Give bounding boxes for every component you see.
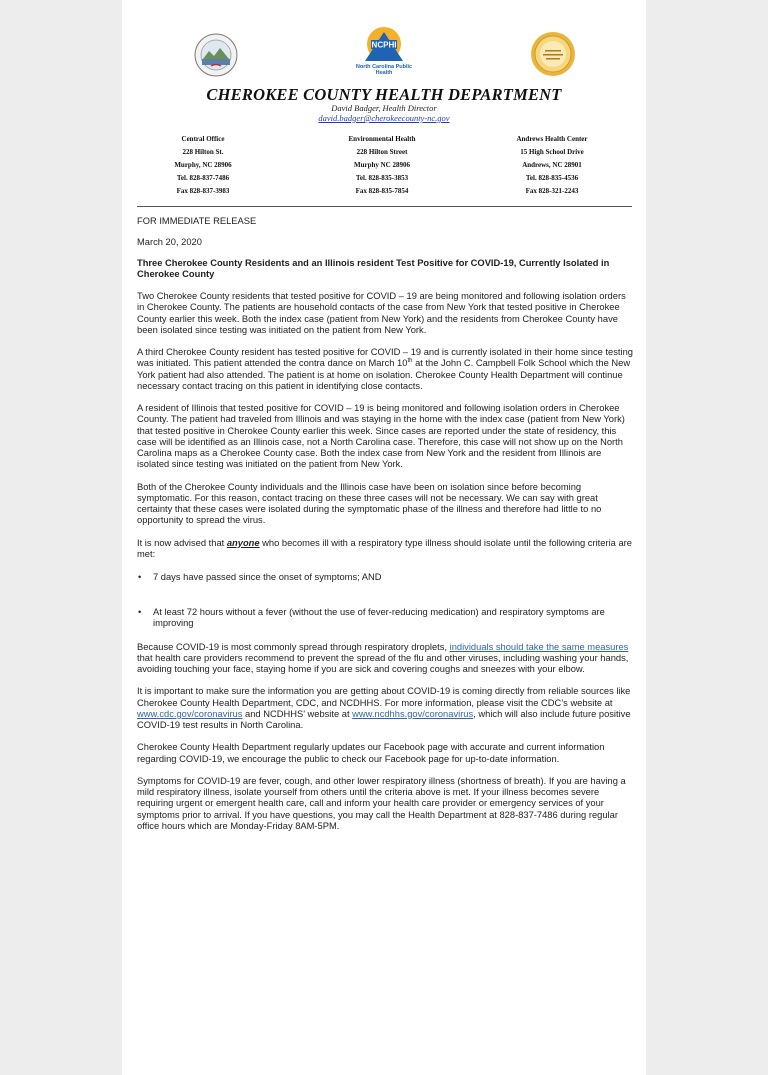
paragraph-1: Two Cherokee County residents that tested positive for COVID – 19 are being monitored and following isolation orders in Cherokee County. The patients are household contacts of the case from New York that tested positive in Cherokee County earlier this week. Both the index case (patient from New York) and the residents from Cherokee County have been isolated since testing was initiated on the patient from New York. [137, 291, 626, 335]
release-date: March 20, 2020 [137, 236, 202, 247]
office-address: 228 Hilton Street [356, 148, 408, 156]
accreditation-seal-logo [530, 31, 576, 77]
paragraph-7-text-b: and NCDHHS’ website at [242, 708, 353, 719]
ncphi-logo-caption: North Carolina Public Health [355, 64, 413, 76]
paragraph-6 [137, 642, 634, 676]
ncphi-logo-text: NCPHI [371, 40, 397, 50]
office-fax: Fax 828-321-2243 [525, 187, 579, 195]
list-item-text: 7 days have passed since the onset of symptoms; AND [153, 572, 382, 582]
paragraph-3: A resident of Illinois that tested positive for COVID – 19 is being monitored and following isolation orders in Cherokee County. The patient had traveled from Illinois and was staying in the home with the index case (patient from New York) that tested positive in Cherokee County earlier this week. Since cases are reported under the state of residency, this case will be identified as an Illinois case, not a North Carolina case. Therefore, this case will not show up on the North Carolina maps as a Cherokee County case. Both the index case from New York and the resident from Illinois are isolated since testing was initiated on the patient from New York. [137, 403, 625, 470]
office-address: 15 High School Drive [520, 148, 584, 156]
bullet-icon: • [138, 572, 142, 582]
list-item [137, 607, 634, 629]
release-label: FOR IMMEDIATE RELEASE [137, 216, 257, 226]
paragraph-2-text-b: at the John C. Campbell Folk School which the New York patient had also attended. The patient is at home on isolation. Cherokee County Health Department will continue necessary contact tracing on this patient in identifying close contacts. [137, 358, 631, 391]
criteria-list [137, 572, 634, 630]
director-line: David Badger, Health Director [331, 103, 437, 113]
paragraph-6-text-a: Because COVID-19 is most commonly spread through respiratory droplets, [137, 641, 450, 652]
office-name: Environmental Health [348, 135, 416, 143]
ncphi-logo [359, 26, 409, 64]
office-address: 228 Hilton St. [182, 148, 224, 156]
headline-text: Three Cherokee County Residents and an Illinois resident Test Positive for COVID-19, Currently Isolated in Cherokee County [137, 257, 610, 279]
ncdhhs-link[interactable]: www.ncdhhs.gov/coronavirus [352, 708, 474, 719]
paragraph-6-text-b: that health care providers recommend to prevent the spread of the flu and other viruses, including washing your hands, avoiding touching your face, staying home if you are sick and covering coughs and sneezes with your elbow. [137, 652, 629, 675]
office-environmental [322, 133, 442, 198]
paragraph-8: Cherokee County Health Department regularly updates our Facebook page with accurate and current information regarding COVID-19, we encourage the public to check our Facebook page for up-to-date information. [137, 742, 605, 764]
office-tel: Tel. 828-835-3853 [355, 174, 409, 182]
office-name: Andrews Health Center [516, 135, 588, 143]
bullet-icon: • [138, 607, 142, 618]
director-email-link[interactable]: david.badger@cherokeecounty-nc.gov [318, 113, 450, 123]
office-name: Central Office [181, 135, 225, 143]
office-city: Andrews, NC 28901 [522, 161, 582, 169]
paragraph-2 [137, 347, 634, 392]
office-fax: Fax 828-835-7854 [355, 187, 409, 195]
office-tel: Tel. 828-835-4536 [525, 174, 579, 182]
paragraph-5-text-a: It is now advised that [137, 537, 227, 548]
office-fax: Fax 828-837-3983 [176, 187, 230, 195]
list-item-text: At least 72 hours without a fever (without the use of fever-reducing medication) and respiratory symptoms are improving [153, 607, 605, 629]
paragraph-7-text-c: , which will also include future positive COVID-19 test results in North Carolina. [137, 708, 631, 731]
measures-link[interactable]: individuals should take the same measures [449, 641, 629, 652]
seal-of-cherokee-county-logo [194, 33, 238, 77]
paragraph-5-text-b: who becomes ill with a respiratory type illness should isolate until the following criteria are met: [137, 537, 632, 559]
office-city: Murphy NC 28906 [353, 161, 410, 169]
department-title: CHEROKEE COUNTY HEALTH DEPARTMENT [206, 85, 562, 104]
header-divider [137, 206, 632, 207]
emphasis-anyone: anyone [226, 537, 260, 548]
office-central [143, 133, 263, 198]
list-item [137, 572, 634, 583]
office-andrews [492, 133, 612, 198]
paragraph-2-text-a: A third Cherokee County resident has tested positive for COVID – 19 and is currently isolated in their home since testing was initiated. This patient attended the contra dance on March 10 [137, 347, 633, 369]
office-tel: Tel. 828-837-7486 [176, 174, 230, 182]
press-release-body [137, 216, 634, 843]
paragraph-9: Symptoms for COVID-19 are fever, cough, and other lower respiratory illness (shortness of breath). If you are having a mild respiratory illness, isolate yourself from others until the criteria above is met. If your illness becomes severe requiring urgent or emergent health care, call and inform your health care provider or emergency services of your symptoms prior to arrival. If you have questions, you may call the Health Department at 828-837-7486 during regular office hours which are Monday-Friday 8AM-5PM. [137, 776, 626, 831]
paragraph-7-text-a: It is important to make sure the information you are getting about COVID-19 is coming directly from reliable sources like Cherokee County Health Department, CDC, and NCDHHS. For more information, please visit the CDC’s website at [137, 686, 631, 708]
paragraph-5 [137, 538, 634, 560]
paragraph-7 [137, 686, 634, 731]
document-page [122, 0, 646, 1075]
cdc-link[interactable]: www.cdc.gov/coronavirus [137, 708, 243, 719]
release-headline [137, 258, 634, 280]
paragraph-4: Both of the Cherokee County individuals and the Illinois case have been on isolation since before becoming symptomatic. For this reason, contact tracing on these three cases will not be necessary. We can say with great certainty that these cases were isolated during the symptomatic phase of the illness and therefore had little to no opportunity to spread the virus. [137, 481, 602, 526]
superscript-th: th [407, 358, 413, 365]
office-city: Murphy, NC 28906 [174, 161, 232, 169]
